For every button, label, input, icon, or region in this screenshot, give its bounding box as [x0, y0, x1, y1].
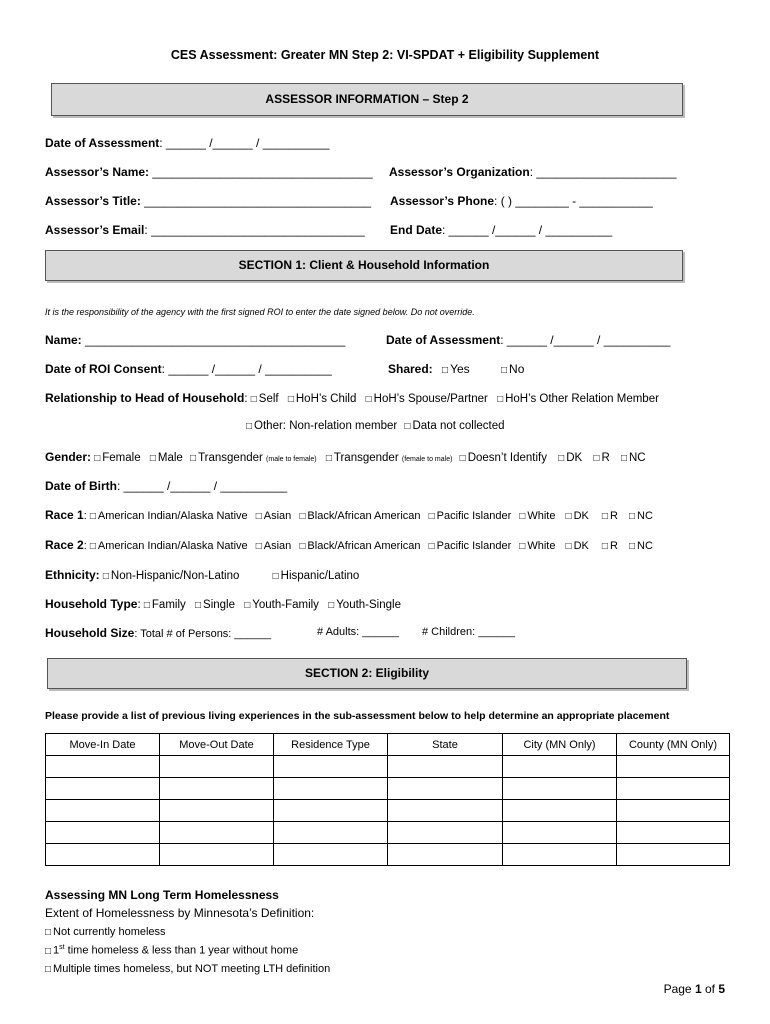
checkbox-icon[interactable]: □	[428, 511, 435, 522]
race1-label: Race 1	[45, 508, 84, 522]
assessment-date-field[interactable]	[45, 136, 329, 150]
roi-consent-blank: : ______ /______ / __________	[161, 362, 332, 376]
page-number: Page 1 of 5	[663, 982, 725, 996]
client-assessment-date-label: Date of Assessment	[386, 333, 501, 347]
ethnicity-option-non-hispanic[interactable]: □ Non-Hispanic/Non-Latino	[102, 570, 240, 582]
assessor-title-field[interactable]	[45, 194, 371, 208]
checkbox-icon[interactable]: □	[244, 600, 251, 611]
end-date-label: End Date	[390, 223, 443, 237]
column-header-move-out: Move-Out Date	[160, 734, 274, 756]
checkbox-icon[interactable]: □	[519, 541, 526, 552]
checkbox-icon[interactable]: □	[94, 453, 101, 464]
shared-no-option[interactable]: □ No	[501, 362, 525, 376]
table-cell[interactable]	[503, 822, 617, 844]
living-history-table	[45, 733, 730, 866]
column-header-state: State	[388, 734, 503, 756]
table-cell[interactable]	[388, 756, 503, 778]
section1-header: SECTION 1: Client & Household Information	[45, 250, 683, 281]
checkbox-icon[interactable]: □	[149, 453, 156, 464]
table-cell[interactable]	[388, 844, 503, 866]
table-cell[interactable]	[503, 756, 617, 778]
client-name-blank: _______________________________________	[81, 333, 346, 347]
race1-option-black[interactable]: □ Black/African American	[299, 510, 421, 522]
checkbox-icon[interactable]: □	[519, 511, 526, 522]
checkbox-icon[interactable]: □	[45, 927, 52, 938]
shared-field	[388, 362, 524, 376]
checkbox-icon[interactable]: □	[601, 511, 608, 522]
ethnicity-label: Ethnicity:	[45, 568, 100, 582]
checkbox-icon[interactable]: □	[442, 365, 449, 376]
end-date-blank: : ______ /______ / __________	[442, 223, 613, 237]
gender-option-doesnt-identify[interactable]: □ Doesn’t Identify	[459, 452, 547, 464]
household-type-single[interactable]: □ Single	[194, 599, 235, 611]
lth-subheading: Extent of Homelessness by Minnesota’s Definition:	[45, 906, 315, 920]
section2-header: SECTION 2: Eligibility	[47, 658, 687, 689]
household-size-label: Household Size	[45, 626, 135, 640]
assessment-date-label: Date of Assessment	[45, 136, 160, 150]
ethnicity-option-hispanic[interactable]: □ Hispanic/Latino	[272, 570, 360, 582]
checkbox-icon[interactable]: □	[428, 541, 435, 552]
checkbox-icon[interactable]: □	[45, 945, 52, 957]
dob-blank: : ______ /______ / __________	[117, 479, 288, 493]
checkbox-icon[interactable]: □	[628, 541, 636, 552]
assessor-info-header: ASSESSOR INFORMATION – Step 2	[51, 83, 683, 116]
checkbox-icon[interactable]: □	[255, 511, 262, 522]
table-row	[46, 844, 730, 866]
assessor-org-blank: : _____________________	[529, 165, 677, 179]
race1-option-american-indian[interactable]: □ American Indian/Alaska Native	[89, 510, 248, 522]
assessor-phone-label: Assessor’s Phone	[390, 194, 495, 208]
table-cell[interactable]	[46, 822, 160, 844]
client-assessment-date-field[interactable]	[386, 333, 670, 347]
household-size-total: : Total # of Persons: ______	[134, 628, 272, 640]
table-cell[interactable]	[46, 778, 160, 800]
checkbox-icon[interactable]: □	[620, 453, 627, 464]
gender-label: Gender:	[45, 450, 92, 464]
column-header-county: County (MN Only)	[617, 734, 730, 756]
table-cell[interactable]	[503, 778, 617, 800]
checkbox-icon[interactable]: □	[250, 394, 257, 405]
checkbox-icon[interactable]: □	[102, 571, 109, 582]
client-assessment-date-blank: : ______ /______ / __________	[500, 333, 671, 347]
table-cell[interactable]	[388, 800, 503, 822]
relationship-option-not-collected[interactable]: □ Data not collected	[404, 420, 505, 432]
page-title: CES Assessment: Greater MN Step 2: VI-SPDAT + Eligibility Supplement	[170, 48, 600, 62]
checkbox-icon[interactable]: □	[501, 365, 508, 376]
race2-label: Race 2	[45, 538, 84, 552]
column-header-move-in: Move-In Date	[46, 734, 160, 756]
roi-note: It is the responsibility of the agency with the first signed ROI to enter the date signed below. Do not override.	[45, 307, 475, 317]
relationship-option-child[interactable]: □ HoH’s Child	[287, 393, 357, 405]
shared-label: Shared:	[388, 362, 433, 376]
column-header-city: City (MN Only)	[503, 734, 617, 756]
relationship-field: Relationship to Head of Household: □ Self □ HoH’s Child □ HoH’s Spouse/Partner □ HoH’s Other Relation Member	[45, 391, 659, 405]
race1-option-asian[interactable]: □ Asian	[255, 510, 292, 522]
household-type-family[interactable]: □ Family	[143, 599, 186, 611]
race2-option-r[interactable]: □ R	[601, 540, 618, 552]
checkbox-icon[interactable]: □	[299, 511, 306, 522]
checkbox-icon[interactable]: □	[143, 600, 150, 611]
gender-option-trans-mtf[interactable]: □ Transgender (male to female)	[190, 452, 317, 464]
lth-option-first-time[interactable]: □ 1st time homeless & less than 1 year without home	[45, 944, 299, 957]
lth-option-not-homeless[interactable]: □ Not currently homeless	[45, 926, 166, 938]
table-cell[interactable]	[617, 844, 730, 866]
table-row	[46, 756, 730, 778]
assessor-org-label: Assessor’s Organization	[389, 165, 530, 179]
table-cell[interactable]	[388, 778, 503, 800]
checkbox-icon[interactable]: □	[593, 453, 600, 464]
table-cell[interactable]	[274, 778, 388, 800]
table-cell[interactable]	[617, 800, 730, 822]
table-cell[interactable]	[160, 800, 274, 822]
relationship-option-other-relation[interactable]: □ HoH’s Other Relation Member	[497, 393, 659, 405]
household-adults-field[interactable]: # Adults: ______	[317, 626, 399, 638]
table-cell[interactable]	[617, 756, 730, 778]
checkbox-icon[interactable]: □	[272, 571, 279, 582]
checkbox-icon[interactable]: □	[565, 541, 572, 552]
household-size-field[interactable]	[45, 626, 271, 640]
table-cell[interactable]	[503, 800, 617, 822]
assessor-email-field[interactable]	[45, 223, 365, 237]
table-cell[interactable]	[46, 800, 160, 822]
living-history-instruction: Please provide a list of previous living experiences in the sub-assessment below to help determine an appropriate placement	[45, 710, 670, 722]
checkbox-icon[interactable]: □	[497, 394, 504, 405]
checkbox-icon[interactable]: □	[365, 394, 372, 405]
gender-field	[45, 450, 646, 464]
checkbox-icon[interactable]: □	[89, 541, 96, 552]
assessor-org-field[interactable]	[389, 165, 677, 179]
checkbox-icon[interactable]: □	[459, 453, 466, 464]
race1-option-nc[interactable]: □ NC	[628, 510, 653, 522]
checkbox-icon[interactable]: □	[194, 600, 202, 611]
relationship-label: Relationship to Head of Household	[45, 391, 245, 405]
dob-field[interactable]	[45, 479, 287, 493]
race2-option-pacific-islander[interactable]: □ Pacific Islander	[428, 540, 512, 552]
race1-option-dk[interactable]: □ DK	[565, 510, 589, 522]
table-cell[interactable]	[617, 778, 730, 800]
assessor-title-blank: __________________________________	[140, 194, 372, 208]
race2-option-asian[interactable]: □ Asian	[255, 540, 292, 552]
race2-option-white[interactable]: □ White	[519, 540, 556, 552]
race1-field: Race 1: □ American Indian/Alaska Native □ Asian □ Black/African American □ Pacific Islander □ White □ DK □ R □ NC	[45, 508, 653, 522]
table-cell[interactable]	[388, 822, 503, 844]
race1-option-pacific-islander[interactable]: □ Pacific Islander	[428, 510, 512, 522]
race1-option-r[interactable]: □ R	[601, 510, 618, 522]
gender-option-dk[interactable]: □ DK	[558, 452, 583, 464]
race2-option-american-indian[interactable]: □ American Indian/Alaska Native	[89, 540, 248, 552]
table-row	[46, 778, 730, 800]
shared-yes-option[interactable]: □ Yes	[442, 362, 470, 376]
relationship-option-spouse[interactable]: □ HoH’s Spouse/Partner	[365, 393, 488, 405]
gender-option-male[interactable]: □ Male	[149, 452, 183, 464]
roi-consent-field[interactable]	[45, 362, 332, 376]
household-type-label: Household Type	[45, 597, 138, 611]
table-cell[interactable]	[617, 822, 730, 844]
checkbox-icon[interactable]: □	[89, 511, 96, 522]
table-row	[46, 822, 730, 844]
checkbox-icon[interactable]: □	[246, 421, 253, 432]
assessment-date-blank: : ______ /______ / __________	[159, 136, 330, 150]
race2-option-nc[interactable]: □ NC	[628, 540, 653, 552]
lth-option-multiple-times[interactable]: □ Multiple times homeless, but NOT meeting LTH definition	[45, 963, 331, 975]
race2-option-black[interactable]: □ Black/African American	[299, 540, 421, 552]
household-type-youth-single[interactable]: □ Youth-Single	[328, 599, 401, 611]
table-row	[46, 800, 730, 822]
relationship-option-non-relation[interactable]: □ Other: Non-relation member	[246, 420, 398, 432]
race2-option-dk[interactable]: □ DK	[565, 540, 589, 552]
table-cell[interactable]	[160, 756, 274, 778]
household-children-field[interactable]: # Children: ______	[422, 626, 515, 638]
checkbox-icon[interactable]: □	[299, 541, 306, 552]
column-header-residence-type: Residence Type	[274, 734, 388, 756]
checkbox-icon[interactable]: □	[45, 964, 52, 975]
lth-heading: Assessing MN Long Term Homelessness	[45, 888, 279, 902]
gender-option-female[interactable]: □ Female	[94, 452, 141, 464]
table-cell[interactable]	[160, 844, 274, 866]
checkbox-icon[interactable]: □	[628, 511, 636, 522]
relationship-field-line2	[246, 420, 505, 432]
assessor-name-blank: _________________________________	[149, 165, 373, 179]
assessor-email-blank: : ________________________________	[144, 223, 365, 237]
race1-option-white[interactable]: □ White	[519, 510, 556, 522]
checkbox-icon[interactable]: □	[190, 453, 197, 464]
gender-option-r[interactable]: □ R	[593, 452, 610, 464]
assessor-phone-blank: : ( ) ________ - ___________	[494, 194, 653, 208]
table-header-row	[46, 734, 730, 756]
table-cell[interactable]	[274, 822, 388, 844]
table-cell[interactable]	[160, 778, 274, 800]
roi-consent-label: Date of ROI Consent	[45, 362, 162, 376]
ethnicity-field	[45, 568, 359, 582]
checkbox-icon[interactable]: □	[325, 453, 332, 464]
checkbox-icon[interactable]: □	[565, 511, 572, 522]
gender-option-trans-ftm[interactable]: □ Transgender (female to male)	[325, 452, 453, 464]
table-cell[interactable]	[46, 844, 160, 866]
table-cell[interactable]	[274, 756, 388, 778]
checkbox-icon[interactable]: □	[601, 541, 608, 552]
checkbox-icon[interactable]: □	[328, 600, 335, 611]
assessor-name-field[interactable]	[45, 165, 373, 179]
assessor-title-label: Assessor’s Title:	[45, 194, 141, 208]
checkbox-icon[interactable]: □	[404, 421, 411, 432]
checkbox-icon[interactable]: □	[558, 453, 565, 464]
table-cell[interactable]	[160, 822, 274, 844]
assessor-email-label: Assessor’s Email	[45, 223, 145, 237]
gender-option-nc[interactable]: □ NC	[620, 452, 646, 464]
household-type-youth-family[interactable]: □ Youth-Family	[244, 599, 319, 611]
table-cell[interactable]	[274, 800, 388, 822]
checkbox-icon[interactable]: □	[287, 394, 294, 405]
client-name-label: Name:	[45, 333, 82, 347]
dob-label: Date of Birth	[45, 479, 117, 493]
assessor-name-label: Assessor’s Name:	[45, 165, 150, 179]
table-cell[interactable]	[274, 844, 388, 866]
checkbox-icon[interactable]: □	[255, 541, 262, 552]
table-cell[interactable]	[46, 756, 160, 778]
client-name-field[interactable]	[45, 333, 345, 347]
relationship-option-self[interactable]: □ Self	[250, 393, 279, 405]
race2-field: Race 2: □ American Indian/Alaska Native □ Asian □ Black/African American □ Pacific Islander □ White □ DK □ R □ NC	[45, 538, 653, 552]
end-date-field[interactable]	[390, 223, 612, 237]
table-cell[interactable]	[503, 844, 617, 866]
household-type-field: Household Type: □ Family □ Single □ Youth-Family □ Youth-Single	[45, 597, 401, 611]
assessor-phone-field[interactable]	[390, 194, 653, 208]
